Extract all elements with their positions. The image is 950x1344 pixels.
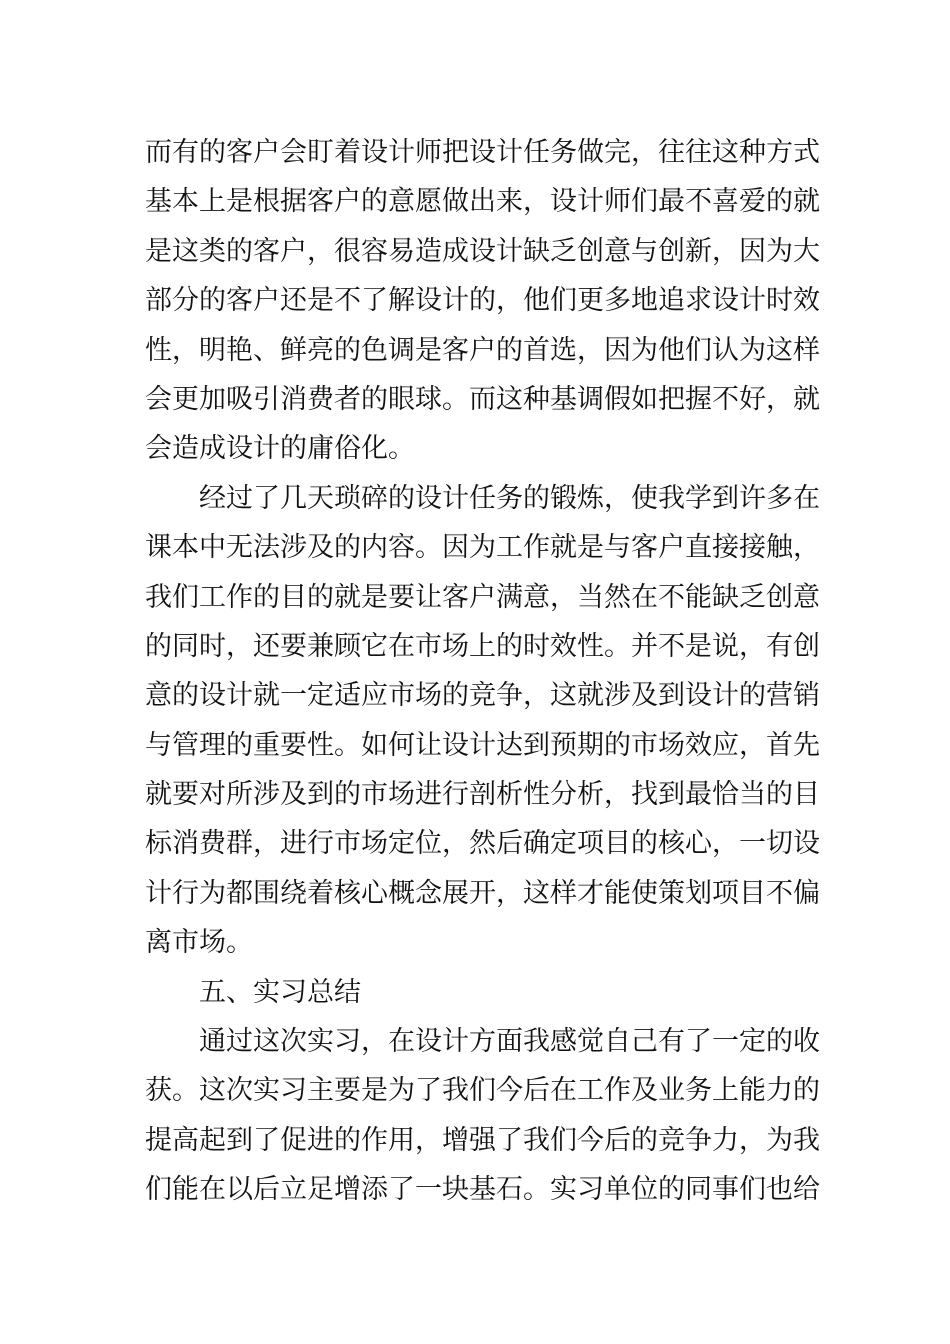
paragraph-end-line: 离市场。 — [145, 927, 253, 959]
text-line: 获。这次实习主要是为了我们今后在工作及业务上能力的 — [145, 1075, 820, 1107]
text-line: 课本中无法涉及的内容。因为工作就是与客户直接接触， — [145, 532, 820, 564]
text-line: 与管理的重要性。如何让设计达到预期的市场效应，首先 — [145, 729, 820, 761]
text-line: 就要对所涉及到的市场进行剖析性分析，找到最恰当的目 — [145, 779, 820, 811]
text-line: 计行为都围绕着核心概念展开，这样才能使策划项目不偏 — [145, 877, 820, 909]
paragraph-first-line: 经过了几天琐碎的设计任务的锻炼，使我学到许多在 — [199, 482, 820, 514]
text-line: 性，明艳、鲜亮的色调是客户的首选，因为他们认为这样 — [145, 334, 820, 366]
text-line: 标消费群，进行市场定位，然后确定项目的核心，一切设 — [145, 828, 820, 860]
text-line: 部分的客户还是不了解设计的，他们更多地追求设计时效 — [145, 285, 820, 317]
text-line: 意的设计就一定适应市场的竞争，这就涉及到设计的营销 — [145, 680, 820, 712]
text-line: 的同时，还要兼顾它在市场上的时效性。并不是说，有创 — [145, 630, 820, 662]
body-text — [145, 128, 820, 1215]
text-line: 而有的客户会盯着设计师把设计任务做完，往往这种方式 — [145, 137, 820, 168]
paragraph-first-line: 通过这次实习，在设计方面我感觉自己有了一定的收 — [199, 1026, 820, 1058]
text-line: 基本上是根据客户的意愿做出来，设计师们最不喜爱的就 — [145, 186, 820, 218]
section-heading: 五、实习总结 — [199, 976, 361, 1008]
paragraph-end-line: 会造成设计的庸俗化。 — [145, 433, 415, 465]
text-line: 提高起到了促进的作用，增强了我们今后的竞争力，为我 — [145, 1124, 820, 1156]
text-line: 们能在以后立足增添了一块基石。实习单位的同事们也给 — [145, 1174, 820, 1206]
text-line: 是这类的客户，很容易造成设计缺乏创意与创新，因为大 — [145, 235, 820, 267]
text-line: 会更加吸引消费者的眼球。而这种基调假如把握不好，就 — [145, 383, 820, 415]
text-line: 我们工作的目的就是要让客户满意，当然在不能缺乏创意 — [145, 581, 820, 613]
